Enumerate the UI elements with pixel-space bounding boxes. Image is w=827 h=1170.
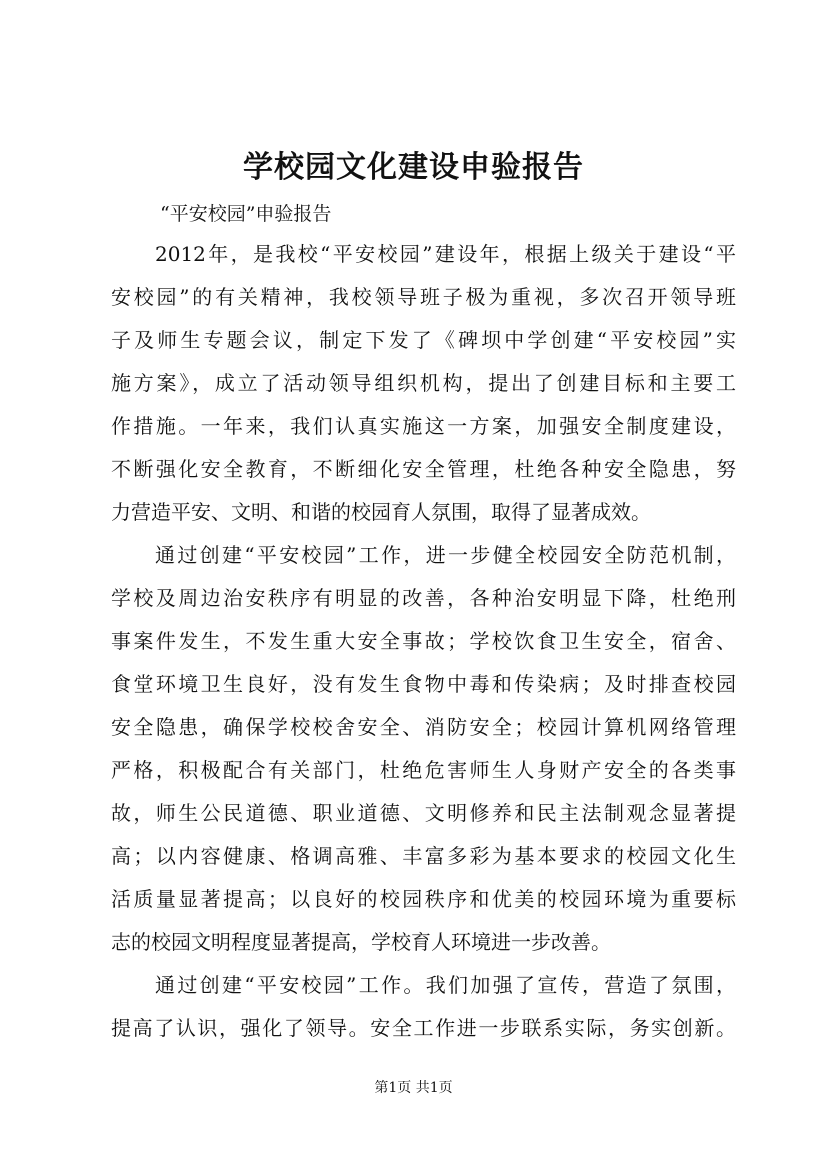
body-line: 子及师生专题会议，制定下发了《碑坝中学创建“平安校园”实 (111, 328, 736, 352)
body-line: 食堂环境卫生良好，没有发生食物中毒和传染病；及时排查校园 (111, 672, 736, 696)
body-line: 事案件发生，不发生重大安全事故；学校饮食卫生安全，宿舍、 (111, 629, 736, 653)
body-line: 安全隐患，确保学校校舍安全、消防安全；校园计算机网络管理 (111, 715, 736, 739)
body-line: 2012年，是我校“平安校园”建设年，根据上级关于建设“平 (155, 242, 736, 266)
document-subtitle: “平安校园”申验报告 (160, 203, 332, 225)
body-line: 力营造平安、文明、和谐的校园育人氛围，取得了显著成效。 (111, 500, 651, 524)
body-line: 学校及周边治安秩序有明显的改善，各种治安明显下降，杜绝刑 (111, 586, 736, 610)
page-footer: 第1页 共1页 (374, 1080, 453, 1096)
body-line: 高；以内容健康、格调高雅、丰富多彩为基本要求的校园文化生 (111, 844, 736, 868)
document-title: 学校园文化建设申验报告 (243, 150, 584, 185)
body-line: 志的校园文明程度显著提高，学校育人环境进一步改善。 (111, 930, 611, 954)
body-line: 通过创建“平安校园”工作。我们加强了宣传，营造了氛围， (155, 973, 736, 997)
body-line: 不断强化安全教育，不断细化安全管理，杜绝各种安全隐患，努 (111, 457, 736, 481)
body-line: 通过创建“平安校园”工作，进一步健全校园安全防范机制， (155, 543, 736, 567)
body-line: 作措施。一年来，我们认真实施这一方案，加强安全制度建设， (111, 414, 736, 438)
body-line: 安校园”的有关精神，我校领导班子极为重视，多次召开领导班 (111, 285, 736, 309)
body-line: 故，师生公民道德、职业道德、文明修养和民主法制观念显著提 (111, 801, 736, 825)
body-line: 活质量显著提高；以良好的校园秩序和优美的校园环境为重要标 (111, 887, 736, 911)
body-line: 严格，积极配合有关部门，杜绝危害师生人身财产安全的各类事 (111, 758, 736, 782)
body-line: 提高了认识，强化了领导。安全工作进一步联系实际，务实创新。 (111, 1016, 736, 1040)
body-line: 施方案》，成立了活动领导组织机构，提出了创建目标和主要工 (111, 371, 736, 395)
